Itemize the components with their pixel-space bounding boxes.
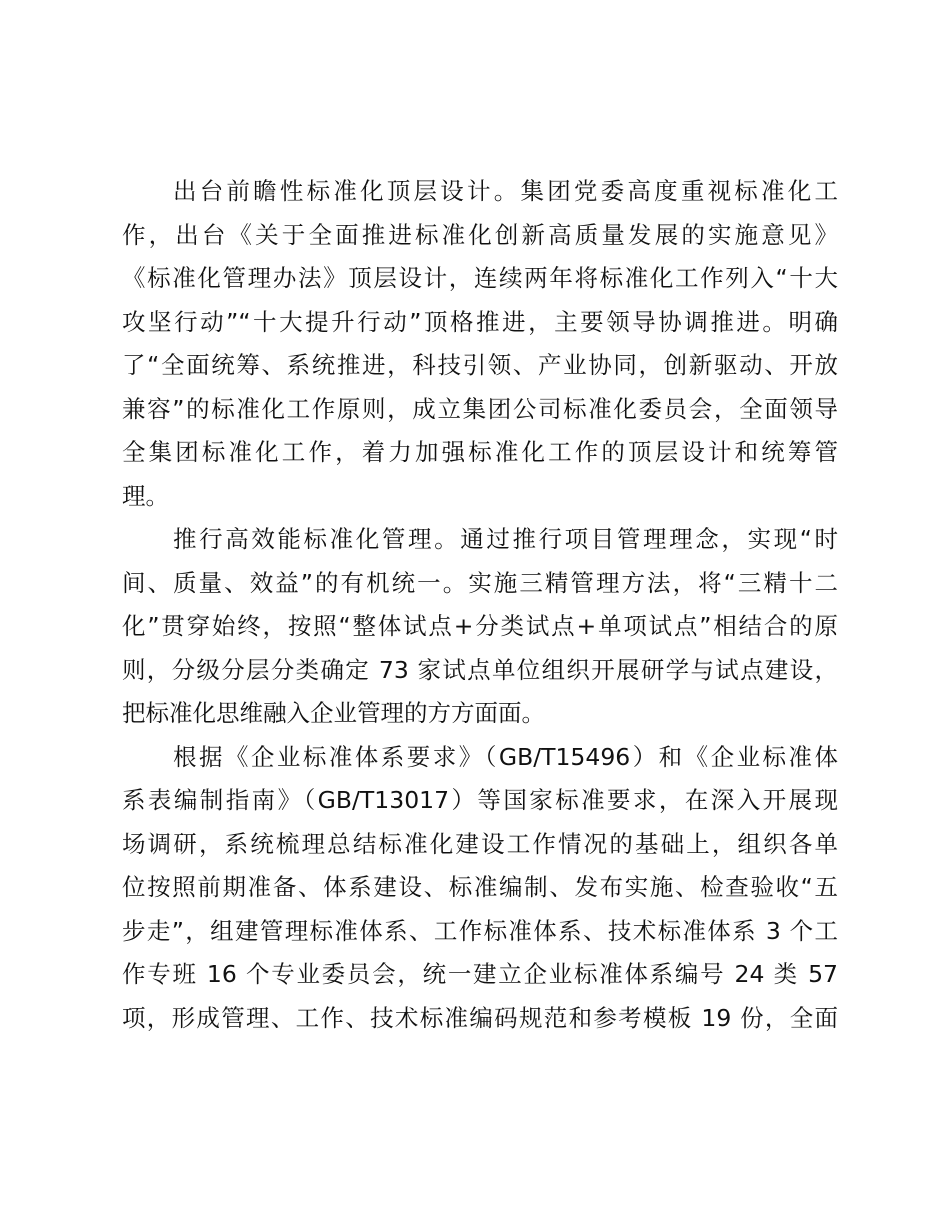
paragraph-line: 全集团标准化工作，着力加强标准化工作的顶层设计和统筹管 — [122, 438, 838, 466]
paragraph-line: 把标准化思维融入企业管理的方方面面。 — [122, 699, 545, 727]
paragraph-line: 项，形成管理、工作、技术标准编码规范和参考模板 19 份，全面 — [122, 1003, 838, 1032]
paragraph-line: 间、质量、效益”的有机统一。实施三精管理方法，将“三精十二 — [122, 568, 838, 597]
paragraph-line: 了“全面统筹、系统推进，科技引领、产业协同，创新驱动、开放 — [122, 351, 838, 379]
paragraph-line: 系表编制指南》（GB/T13017）等国家标准要求，在深入开展现 — [122, 786, 838, 814]
paragraph-line: 位按照前期准备、体系建设、标准编制、发布实施、检查验收“五 — [122, 873, 838, 901]
paragraph-line: 作专班 16 个专业委员会，统一建立企业标准体系编号 24 类 57 — [122, 960, 838, 988]
paragraph — [122, 518, 838, 736]
paragraph-line: 步走”，组建管理标准体系、工作标准体系、技术标准体系 3 个工 — [122, 916, 838, 945]
paragraph-line: 推行高效能标准化管理。通过推行项目管理理念，实现“时 — [173, 525, 838, 553]
paragraph-line: 攻坚行动”“十大提升行动”顶格推进，主要领导协调推进。明确 — [122, 307, 838, 336]
paragraph-line: 《标准化管理办法》顶层设计，连续两年将标准化工作列入“十大 — [122, 264, 838, 292]
document-body — [122, 170, 838, 1040]
paragraph-line: 兼容”的标准化工作原则，成立集团公司标准化委员会，全面领导 — [122, 394, 838, 423]
paragraph-line: 场调研，系统梳理总结标准化建设工作情况的基础上，组织各单 — [122, 829, 838, 858]
paragraph-line: 作，出台《关于全面推进标准化创新高质量发展的实施意见》 — [122, 220, 838, 249]
paragraph-line: 化”贯穿始终，按照“整体试点+分类试点+单项试点”相结合的原 — [122, 612, 838, 640]
paragraph — [122, 170, 838, 518]
paragraph-line: 理。 — [122, 481, 169, 510]
paragraph-line: 出台前瞻性标准化顶层设计。集团党委高度重视标准化工 — [173, 177, 838, 205]
paragraph-line: 根据《企业标准体系要求》（GB/T15496）和《企业标准体 — [173, 742, 838, 771]
paragraph — [122, 736, 838, 1041]
paragraph-line: 则，分级分层分类确定 73 家试点单位组织开展研学与试点建设， — [122, 655, 838, 684]
